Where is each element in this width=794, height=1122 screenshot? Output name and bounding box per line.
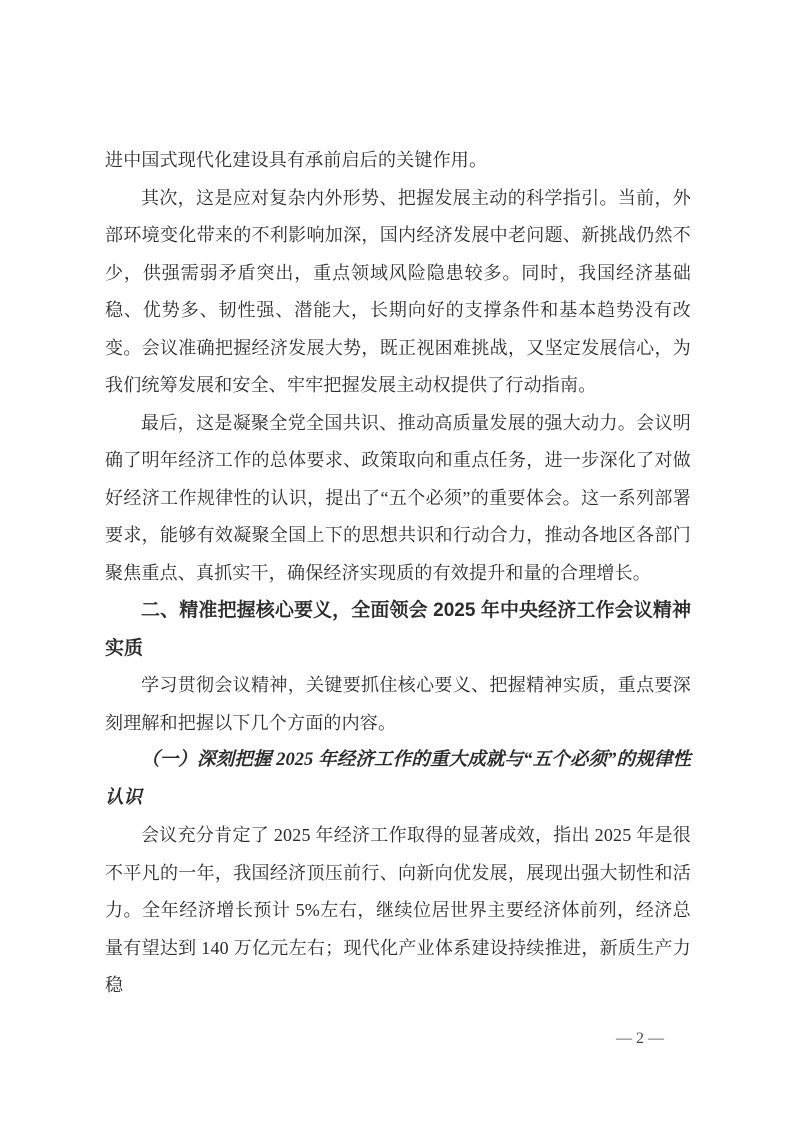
- paragraph: 会议充分肯定了 2025 年经济工作取得的显著成效，指出 2025 年是很不平凡的一年，我国经济顶压前行、向新向优发展，展现出强大韧性和活力。全年经济增长预计 5%左右，继续位居世界主要经济体前列，经济总量有望达到 140 万亿元左右；现代化产业体系建设持续推进，新质生产力稳: [105, 825, 691, 995]
- page-number: — 2 —: [616, 1030, 664, 1047]
- paragraph: 最后，这是凝聚全党全国共识、推动高质量发展的强大动力。会议明确了明年经济工作的总体要求、政策取向和重点任务，进一步深化了对做好经济工作规律性的认识，提出了“五个必须”的重要体会。这一系列部署要求，能够有效凝聚全国上下的思想共识和行动合力，推动各地区各部门聚焦重点、真抓实干，确保经济实现质的有效提升和量的合理增长。: [105, 412, 691, 583]
- paragraph: 学习贯彻会议精神，关键要抓住核心要义、把握精神实质，重点要深刻理解和把握以下几个方面的内容。: [105, 675, 691, 733]
- document-body: [105, 142, 691, 1005]
- page-footer: [560, 1024, 720, 1054]
- paragraph-continuation: 进中国式现代化建设具有承前启后的关键作用。: [105, 150, 488, 170]
- subsection-heading: （一）深刻把握 2025 年经济工作的重大成就与“五个必须”的规律性认识: [105, 750, 691, 808]
- section-heading: 二、精准把握核心要义，全面领会 2025 年中央经济工作会议精神实质: [105, 600, 691, 659]
- paragraph: 其次，这是应对复杂内外形势、把握发展主动的科学指引。当前，外部环境变化带来的不利影响加深，国内经济发展中老问题、新挑战仍然不少，供强需弱矛盾突出，重点领域风险隐患较多。同时，我国经济基础稳、优势多、韧性强、潜能大，长期向好的支撑条件和基本趋势没有改变。会议准确把握经济发展大势，既正视困难挑战，又坚定发展信心，为我们统筹发展和安全、牢牢把握发展主动权提供了行动指南。: [105, 187, 691, 395]
